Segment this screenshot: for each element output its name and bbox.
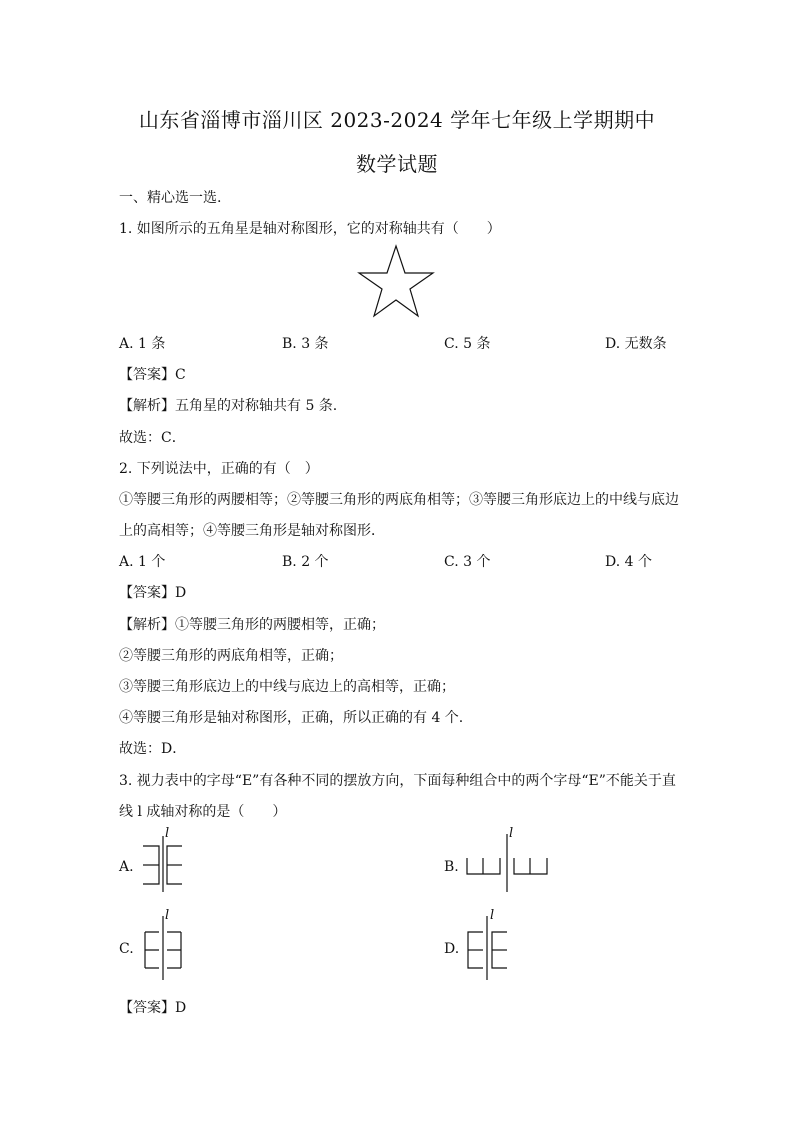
e-left bbox=[145, 932, 159, 968]
q3-stem-line2: 线 l 成轴对称的是（ ） bbox=[119, 804, 287, 820]
q2-option-d: D. 4 个 bbox=[605, 554, 652, 570]
q2-option-a: A. 1 个 bbox=[119, 554, 166, 570]
q3-axis-label-d: l bbox=[490, 908, 495, 923]
q2-conclusion: 故选：D． bbox=[119, 741, 187, 757]
q3-figure-c bbox=[138, 910, 208, 990]
q1-answer: 【答案】C bbox=[119, 367, 186, 383]
q1-option-b: B. 3 条 bbox=[282, 336, 329, 352]
q1-option-d: D. 无数条 bbox=[605, 336, 667, 352]
q2-option-b: B. 2 个 bbox=[282, 554, 329, 570]
q2-analysis-line1: 【解析】①等腰三角形的两腰相等，正确； bbox=[119, 617, 385, 633]
doc-title: 山东省淄博市淄川区 2023-2024 学年七年级上学期期中 bbox=[138, 108, 656, 132]
star-icon bbox=[356, 244, 436, 318]
q1-analysis: 【解析】五角星的对称轴共有 5 条. bbox=[119, 398, 338, 414]
q1-option-c: C. 5 条 bbox=[444, 336, 491, 352]
q2-statement-line1: ①等腰三角形的两腰相等；②等腰三角形的两底角相等；③等腰三角形底边上的中线与底边 bbox=[119, 492, 679, 508]
q2-analysis-line4: ④等腰三角形是轴对称图形，正确，所以正确的有 4 个. bbox=[119, 710, 464, 726]
q2-option-c: C. 3 个 bbox=[444, 554, 491, 570]
q3-axis-label-c: l bbox=[165, 908, 170, 923]
q3-stem-line1: 3. 视力表中的字母“E”有各种不同的摆放方向，下面每种组合中的两个字母“E”不能关于直 bbox=[119, 773, 676, 789]
q3-option-d-label: D. bbox=[444, 941, 460, 957]
q1-conclusion: 故选：C． bbox=[119, 430, 186, 446]
q3-figure-d bbox=[462, 910, 532, 990]
q2-analysis-line3: ③等腰三角形底边上的中线与底边上的高相等，正确； bbox=[119, 679, 455, 695]
q1-option-a: A. 1 条 bbox=[119, 336, 166, 352]
doc-subtitle: 数学试题 bbox=[356, 152, 438, 176]
q3-option-c-label: C. bbox=[119, 941, 134, 957]
q1-stem: 1. 如图所示的五角星是轴对称图形，它的对称轴共有（ ） bbox=[119, 221, 501, 237]
q2-answer: 【答案】D bbox=[119, 585, 187, 601]
q2-stem: 2. 下列说法中，正确的有（ ） bbox=[119, 461, 319, 477]
q2-analysis-line2: ②等腰三角形的两底角相等，正确； bbox=[119, 648, 343, 664]
q3-axis-label-b: l bbox=[509, 826, 514, 841]
q2-statement-line2: 上的高相等；④等腰三角形是轴对称图形． bbox=[119, 523, 385, 539]
q3-figure-a bbox=[138, 828, 208, 908]
q3-option-a-label: A. bbox=[119, 859, 134, 875]
q3-option-b-label: B. bbox=[444, 859, 459, 875]
q3-answer: 【答案】D bbox=[119, 1000, 187, 1016]
e-right bbox=[514, 858, 547, 874]
e-left bbox=[467, 858, 500, 874]
e-right bbox=[167, 932, 181, 968]
q3-axis-label-a: l bbox=[165, 826, 170, 841]
section-heading: 一、精心选一选. bbox=[119, 190, 222, 206]
